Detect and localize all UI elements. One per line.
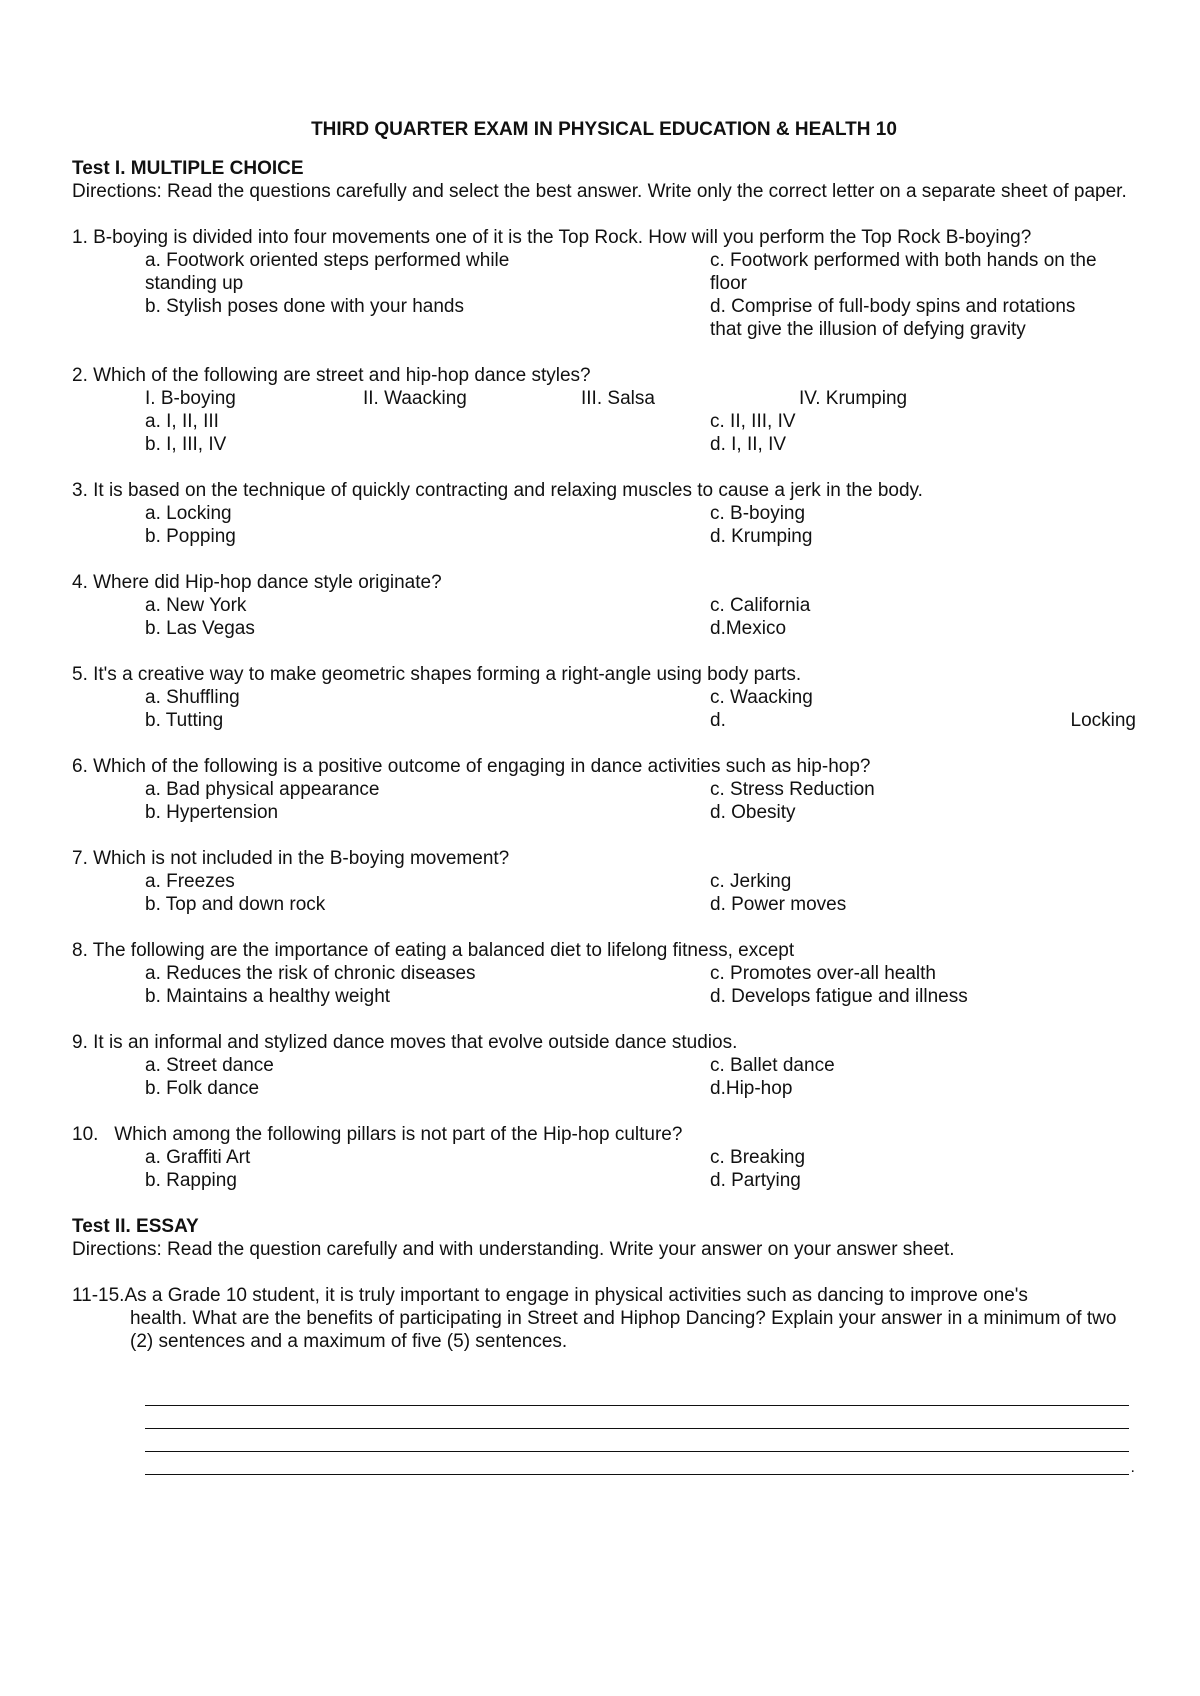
question-2 [72,364,1136,456]
question-4 [72,571,1136,640]
question-stem: 9. It is an informal and stylized dance moves that evolve outside dance studios. [72,1032,738,1053]
question-stem: 6. Which of the following is a positive outcome of engaging in dance activities such as hip-hop? [72,756,871,777]
options [72,249,1136,341]
question-stem: 8. The following are the importance of eating a balanced diet to lifelong fitness, except [72,940,795,961]
option-c: c. Breaking [710,1147,806,1168]
question-7 [72,847,1136,916]
option-d: d. Comprise of full-body spins and rotations that give the illusion of defying gravity [710,296,1076,340]
option-d-text: Locking [1070,710,1136,731]
option-a: a. I, II, III [145,411,219,432]
end-period: . [1130,1459,1135,1476]
answer-line[interactable] [145,1383,1129,1406]
option-d: d. I, II, IV [710,434,787,455]
question-5 [72,663,1136,732]
question-stem: 5. It's a creative way to make geometric shapes forming a right-angle using body parts. [72,664,802,685]
essay-number: 11-15. [72,1285,125,1306]
option-d: d. Obesity [710,802,796,823]
option-c: c. B-boying [710,503,806,524]
essay-text-start: As a Grade 10 student, it is truly important to engage in physical activities such as dancing to improve one's [124,1285,1028,1306]
option-d: d. Develops fatigue and illness [710,986,968,1007]
roman-choice: II. Waacking [363,388,467,409]
option-a: a. Graffiti Art [145,1147,251,1168]
essay-first-line [72,1284,1136,1307]
option-b: b. Maintains a healthy weight [145,986,391,1007]
options [72,870,1136,916]
option-d: d.Hip-hop [710,1078,793,1099]
answer-lines [72,1383,1135,1476]
option-c: c. Promotes over-all health [710,963,936,984]
option-b: b. Folk dance [145,1078,260,1099]
question-8 [72,939,1136,1008]
question-6 [72,755,1136,824]
option-d: d. Krumping [710,526,813,547]
option-c: c. California [710,595,811,616]
question-3 [72,479,1136,548]
option-a: a. Freezes [145,871,235,892]
option-b: b. Popping [145,526,236,547]
roman-choices [72,387,1136,410]
essay-question [72,1284,1136,1353]
option-c: c. Footwork performed with both hands on the floor [710,250,1097,294]
exam-page [72,118,1136,1475]
exam-title: THIRD QUARTER EXAM IN PHYSICAL EDUCATION & HEALTH 10 [311,119,897,140]
option-a: a. Reduces the risk of chronic diseases [145,963,476,984]
roman-choice: I. B-boying [145,388,236,409]
option-d: d. Power moves [710,894,847,915]
option-d [710,709,1136,732]
option-a: a. Shuffling [145,687,240,708]
question-stem: 7. Which is not included in the B-boying movement? [72,848,510,869]
option-d: d.Mexico [710,618,787,639]
test1-directions: Directions: Read the questions carefully and select the best answer. Write only the correct letter on a separate sheet of paper. [72,181,1127,202]
question-stem: 10. Which among the following pillars is not part of the Hip-hop culture? [72,1124,683,1145]
options [72,778,1136,824]
option-c: c. Stress Reduction [710,779,875,800]
options [72,594,1136,640]
essay-text-rest: health. What are the benefits of participating in Street and Hiphop Dancing? Explain your answer in a minimum of two (2) sentences and a maximum of five (5) sentences. [130,1308,1117,1352]
question-stem: 1. B-boying is divided into four movements one of it is the Top Rock. How will you perform the Top Rock B-boying? [72,227,1032,248]
option-a: a. Bad physical appearance [145,779,380,800]
option-c: c. Ballet dance [710,1055,835,1076]
option-a: a. New York [145,595,247,616]
answer-line[interactable] [145,1429,1129,1452]
answer-line[interactable] [145,1406,1129,1429]
question-1 [72,226,1136,341]
option-b: b. Las Vegas [145,618,255,639]
option-b: b. Hypertension [145,802,279,823]
roman-choice: IV. Krumping [799,388,908,409]
roman-choice: III. Salsa [581,388,655,409]
option-a: a. Street dance [145,1055,274,1076]
options [72,962,1136,1008]
option-c: c. Waacking [710,687,813,708]
option-d-letter: d. [710,710,726,731]
option-b: b. I, III, IV [145,434,227,455]
option-c: c. Jerking [710,871,792,892]
question-stem: 4. Where did Hip-hop dance style originate? [72,572,442,593]
test1-heading: Test I. MULTIPLE CHOICE [72,158,304,179]
option-a: a. Locking [145,503,232,524]
option-b: b. Stylish poses done with your hands [145,296,464,317]
option-c: c. II, III, IV [710,411,796,432]
option-d: d. Partying [710,1170,801,1191]
option-b: b. Tutting [145,710,224,731]
options [72,686,1136,732]
question-9 [72,1031,1136,1100]
option-a: a. Footwork oriented steps performed while standing up [145,250,510,294]
option-b: b. Top and down rock [145,894,326,915]
question-stem: 2. Which of the following are street and hip-hop dance styles? [72,365,591,386]
question-10 [72,1123,1136,1192]
options [72,1146,1136,1192]
test2-directions: Directions: Read the question carefully and with understanding. Write your answer on your answer sheet. [72,1239,955,1260]
options [72,502,1136,548]
answer-line[interactable] [145,1452,1129,1475]
question-stem: 3. It is based on the technique of quickly contracting and relaxing muscles to cause a jerk in the body. [72,480,923,501]
options [72,1054,1136,1100]
option-b: b. Rapping [145,1170,237,1191]
options [72,410,1136,456]
test2-heading: Test II. ESSAY [72,1216,199,1237]
